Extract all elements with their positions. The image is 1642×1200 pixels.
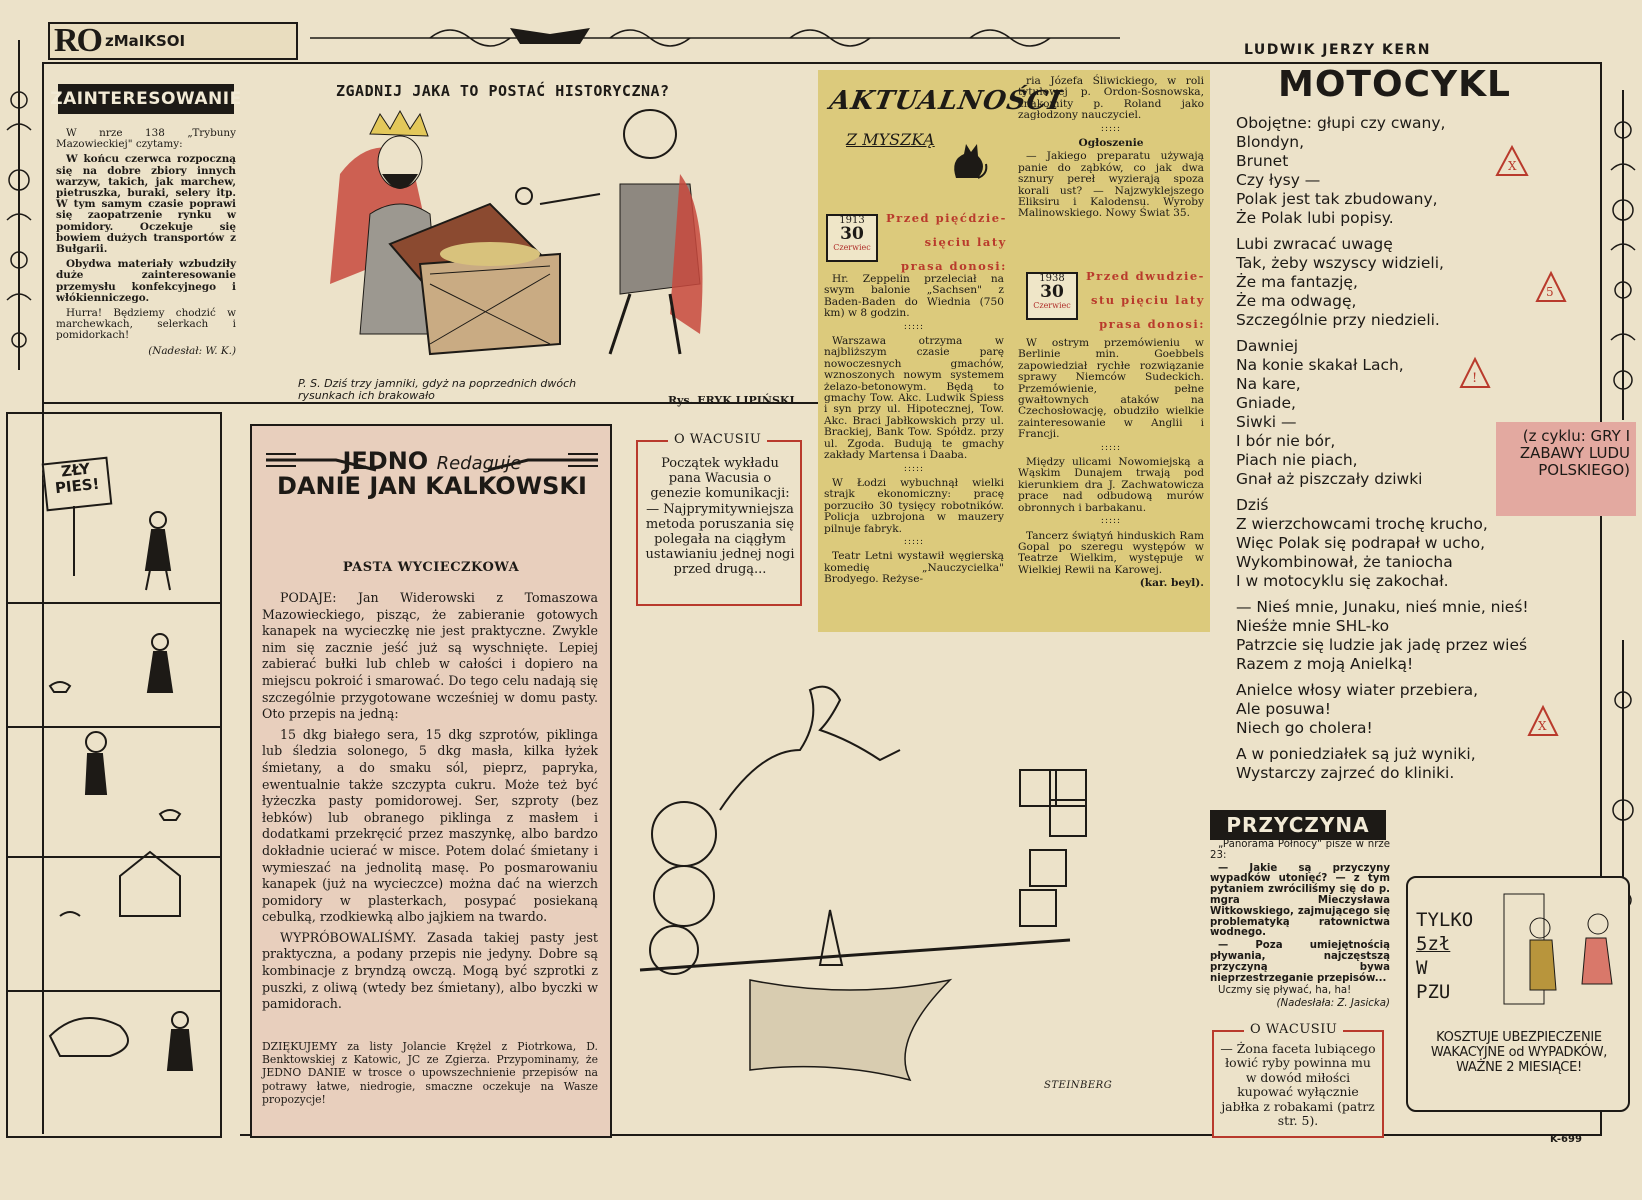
aktualnosci-head-1-line-3: prasa donosi: bbox=[901, 259, 1007, 273]
aktualnosci-col-1 bbox=[824, 274, 1004, 588]
przyczyna-article bbox=[1210, 840, 1390, 1010]
poem-line: Lubi zwracać uwagę bbox=[1236, 235, 1393, 253]
warning-sign-icon bbox=[1494, 144, 1530, 178]
aktualnosci-head-1-line-2: sięciu laty bbox=[924, 235, 1007, 249]
poem-author: LUDWIK JERZY KERN bbox=[1244, 42, 1431, 58]
date-box-1938-year: 1938 bbox=[1039, 273, 1065, 284]
page-code: K-699 bbox=[1550, 1134, 1582, 1145]
aktualnosci-head-2-line-2: stu pięciu laty bbox=[1091, 293, 1205, 307]
poem-line: Razem z moją Anielką! bbox=[1236, 655, 1414, 673]
recipe-p2: 15 dkg białego sera, 15 dkg szprotów, piklinga lub śledzia solonego, 5 dkg masła, kilka łyżek śmietany, a do smaku sól, pieprz, papryka, ewentualnie także szczypta cukru. Może też być łyżeczka pasty pomidorowej. Ser, szproty (bez łebków) lub obranego piklinga z masłem i dodatkami przekręcić przez maszynkę, albo bardzo dokładnie ucierać w misce. Potem dolać śmietany i wymieszać na jednolitą masę. Po posmarowaniu kanapek (już na wycieczce) można dać na wierzch pomidory w plasterkach, posypać posiekaną cebulką, rzodkiewką albo jajkiem na twardo. bbox=[262, 726, 598, 925]
poem-line: Wystarczy zajrzeć do kliniki. bbox=[1236, 764, 1455, 782]
recipe-heading bbox=[260, 447, 604, 500]
poem-line: Na konie skakał Lach, bbox=[1236, 356, 1404, 374]
poem-line: Więc Polak się podrapał w ucho, bbox=[1236, 534, 1485, 552]
poem-line: Ale posuwa! bbox=[1236, 700, 1331, 718]
poem-line: Gnał aż piszczały dziwki bbox=[1236, 470, 1423, 488]
poem-stanza bbox=[1236, 598, 1636, 674]
poem-line: Szczególnie przy niedzieli. bbox=[1236, 311, 1440, 329]
aktualnosci-signature: (kar. beyl). bbox=[1139, 577, 1204, 590]
poem-line: Piach nie piach, bbox=[1236, 451, 1358, 469]
recipe-p1: PODAJE: Jan Widerowski z Tomaszowa Mazowieckiego, pisząc, że zabieranie gotowych kanapek na wycieczkę nie jest praktyczne. Zwykle nim się zacznie jeść już są wyschnięte. Lepiej zabierać bułki lub chleb w całości i dopiero na miejscu pokroić i smarować. Do tego celu nadają się szczególnie przygotowane wcześniej w domu pasty. Oto przepis na jedną: bbox=[262, 590, 598, 722]
zainteresowanie-p1: W nrze 138 „Trybuny Mazowieckiej" czytamy: bbox=[56, 127, 236, 151]
aktualnosci-head-2-line-3: prasa donosi: bbox=[1099, 317, 1205, 331]
steinberg-signature: STEINBERG bbox=[1044, 1080, 1113, 1091]
poem-title: MOTOCYKL bbox=[1278, 64, 1511, 105]
separator: ::::: bbox=[1100, 516, 1122, 527]
pzu-line-4: PZU bbox=[1416, 981, 1451, 1003]
strip-sign: ZŁY PIES! bbox=[42, 457, 113, 512]
riddle-credit: Rys. ERYK LIPIŃSKI bbox=[668, 394, 795, 407]
separator: ::::: bbox=[903, 463, 925, 474]
aktualnosci-col1-item-3: W Łodzi wybuchnął wielki strajk ekonomiczny: pracę porzuciło 30 tysięcy robotników. Policja uzbrojona w mauzery pilnuje fabryk. bbox=[824, 476, 1004, 535]
zainteresowanie-p3: Obydwa materiały wzbudziły duże zainteresowanie przemysłu konfekcyjnego i włókienniczego. bbox=[56, 258, 236, 304]
aktualnosci-col1-item-2: Warszawa otrzyma w najbliższym czasie parę nowoczesnych gmachów, wznoszonych nowym systemem żelazo-betonowym. Będą to gmachy Tow. Akc. Ludwik Spiess i syn przy ul. Hipotecznej, Tow. Akc. Braci Jabłkowskich przy ul. Brackiej, Bank Tow. Spółdz. przy ul. Zgoda. Budują te gmachy zakłady Martensa i Daaba. bbox=[824, 335, 1004, 462]
pzu-headline bbox=[1416, 908, 1496, 1004]
date-box-1938-month: Czerwiec bbox=[1033, 301, 1071, 310]
poem-line: Blondyn, bbox=[1236, 133, 1305, 151]
poem-line: — Nieś mnie, Junaku, nieś mnie, nieś! bbox=[1236, 598, 1529, 616]
przyczyna-heading: PRZYCZYNA bbox=[1210, 810, 1386, 840]
poem-line: A w poniedziałek są już wyniki, bbox=[1236, 745, 1476, 763]
zainteresowanie-article bbox=[56, 128, 236, 357]
poem-line: Anielce włosy wiater przebiera, bbox=[1236, 681, 1479, 699]
recipe-thanks: DZIĘKUJEMY za listy Jolancie Krężel z Piotrkowa, D. Benktowskiej z Katowic, JC ze Zgierza. Przypominamy, że JEDNO DANIE w trosce o upowszechnienie przepisów na potrawy łatwe, niedrogie, smaczne oczekuje na Wasze propozycje! bbox=[262, 1040, 598, 1106]
speed-sign-icon bbox=[1534, 270, 1568, 304]
przyczyna-p3: — Poza umiejętnością pływania, najczęstszą przyczyną bywa nieprzestrzeganie przepisów... bbox=[1210, 940, 1390, 984]
separator: ::::: bbox=[903, 536, 925, 547]
poem-line: Patrzcie się ludzie jak jadę przez wieś bbox=[1236, 636, 1528, 654]
aktualnosci-col2-item-2: Między ulicami Nowomiejską a Wąskim Dunajem trwają pod kierunkiem dra J. Zachwatowicza prace nad odbudową murów obronnych i barbakanu. bbox=[1018, 456, 1204, 514]
pzu-bottom-text: KOSZTUJE UBEZPIECZENIE WAKACYJNE od WYPADKÓW, WAŻNE 2 MIESIĄCE! bbox=[1430, 1030, 1608, 1075]
wacusiu-heading-2: O WACUSIU bbox=[1244, 1022, 1343, 1037]
poem-line: I bór nie bór, bbox=[1236, 432, 1336, 450]
aktualnosci-col2-top: ria Józefa Śliwickiego, w roli tytułowej p. Ordon-Sosnowska, znakomity p. Roland jako zagłodzony nauczyciel. bbox=[1018, 75, 1204, 122]
masthead-big: RO bbox=[54, 22, 101, 59]
aktualnosci-col-2-top bbox=[1018, 76, 1204, 222]
exclamation-sign-icon bbox=[1458, 356, 1492, 390]
poem-line: Obojętne: głupi czy cwany, bbox=[1236, 114, 1446, 132]
poem-line: Dziś bbox=[1236, 496, 1269, 514]
poem-line: I w motocyklu się zakochał. bbox=[1236, 572, 1449, 590]
poem-stanza bbox=[1236, 114, 1636, 228]
cat-icon bbox=[944, 134, 990, 180]
left-ornament-icon bbox=[2, 40, 36, 370]
recipe-head-right: JAN KALKOWSKI bbox=[369, 472, 587, 500]
ogloszenie-text: — Jakiego preparatu używają panie do ząbków, co jak dwa sznury pereł wyzierają spoza korali ust? — Najzwyklejszego Eliksiru i Kalodensu. Wyroby Malinowskiego. Nowy Świat 35. bbox=[1018, 150, 1204, 220]
poem-line: Polak jest tak zbudowany, bbox=[1236, 190, 1438, 208]
aktualnosci-head-2-line-1: Przed dwudzie- bbox=[1086, 269, 1205, 283]
zainteresowanie-p2: W końcu czerwca rozpoczną się na dobre zbiory innych warzyw, takich, jak marchew, pietruszka, buraki, selery itp. W tym samym czasie poprawi się zaopatrzenie rynku w pomidory. Oczekuje się bowiem dużych transportów z Bułgarii. bbox=[56, 153, 236, 256]
aktualnosci-head-2 bbox=[1086, 264, 1205, 336]
zainteresowanie-heading: ZAINTERESOWANIE bbox=[58, 84, 234, 114]
wacusiu-heading-1: O WACUSIU bbox=[668, 432, 767, 447]
date-box-1913 bbox=[826, 214, 878, 262]
pzu-line-1: TYLKO bbox=[1416, 909, 1474, 931]
recipe-body bbox=[262, 590, 598, 1017]
poem-line: Tak, żeby wszyscy widzieli, bbox=[1236, 254, 1444, 272]
wacusiu-text-1: Początek wykładu pana Wacusia o genezie komunikacji: — Najprymitywniejsza metoda poruszania się polegała na ciągłym ustawianiu jednej nogi przed drugą... bbox=[645, 456, 795, 578]
przyczyna-p4: Uczmy się pływać, ha, ha! bbox=[1218, 985, 1352, 997]
recipe-head-left2: DANIE bbox=[277, 472, 361, 500]
balance-illustration bbox=[630, 650, 1150, 1090]
separator: ::::: bbox=[1100, 123, 1122, 134]
pzu-line-3: W bbox=[1416, 957, 1428, 979]
aktualnosci-col1-item-4: Teatr Letni wystawił węgierską komedię „Nauczycielka" Brodyego. Reżyse- bbox=[824, 550, 1004, 586]
przyczyna-signature: (Nadesłała: Z. Jasicka) bbox=[1276, 998, 1390, 1010]
wacusiu-text-2: — Żona faceta lubiącego łowić ryby powinna mu w dowód miłości kupować wyłącznie jabłka z robakami (patrz str. 5). bbox=[1220, 1041, 1376, 1129]
aktualnosci-head-1-line-1: Przed pięćdzie- bbox=[886, 211, 1007, 225]
zainteresowanie-p4: Hurra! Będziemy chodzić w marchewkach, selerkach i pomidorkach! bbox=[56, 307, 236, 342]
poem-line: Że ma fantazję, bbox=[1236, 273, 1358, 291]
riddle-title: ZGADNIJ JAKA TO POSTAĆ HISTORYCZNA? bbox=[336, 82, 670, 100]
pzu-figures-illustration bbox=[1500, 888, 1624, 1028]
masthead-logo bbox=[48, 22, 298, 60]
separator: ::::: bbox=[903, 321, 925, 332]
poem-line: Na kare, bbox=[1236, 375, 1301, 393]
riddle-illustration bbox=[300, 104, 760, 374]
svg-text:5: 5 bbox=[1546, 285, 1554, 299]
poem-line: Niech go cholera! bbox=[1236, 719, 1373, 737]
aktualnosci-title: AKTUALNOŚCI bbox=[827, 86, 1065, 116]
recipe-subtitle: PASTA WYCIECZKOWA bbox=[342, 560, 520, 575]
poem-line: Siwki — bbox=[1236, 413, 1297, 431]
przyczyna-p2: — Jakie są przyczyny wypadków utonięć? — z tym pytaniem zwróciliśmy się do p. mgra Mieczysława Witkowskiego, zajmującego się problematyką ratownictwa wodnego. bbox=[1210, 862, 1390, 939]
poem-stanza bbox=[1236, 745, 1636, 783]
poem-line: Że ma odwagę, bbox=[1236, 292, 1357, 310]
recipe-head-mid: Redaguje bbox=[436, 453, 522, 474]
poem-line: Brunet bbox=[1236, 152, 1289, 170]
poem-line: Czy łysy — bbox=[1236, 171, 1321, 189]
date-box-1913-day: 30 bbox=[840, 224, 864, 244]
aktualnosci-col1-item-1: Hr. Zeppelin przeleciał na swym balonie „Sachsen" z Baden-Baden do Wiednia (750 km) w 8 godzin. bbox=[824, 273, 1004, 320]
crossing-sign-icon bbox=[1526, 704, 1560, 738]
poem-line: Z wierzchowcami trochę krucho, bbox=[1236, 515, 1488, 533]
przyczyna-p1: „Panorama Północy" pisze w nrze 23: bbox=[1210, 839, 1390, 861]
date-box-1913-year: 1913 bbox=[839, 215, 865, 226]
separator: ::::: bbox=[1100, 442, 1122, 453]
riddle-caption: P. S. Dziś trzy jamniki, gdyż na poprzednich dwóch rysunkach ich brakowało bbox=[298, 377, 577, 402]
svg-text:X: X bbox=[1538, 719, 1547, 733]
poem-line: Że Polak lubi popisy. bbox=[1236, 209, 1394, 227]
poem-line: Dawniej bbox=[1236, 337, 1299, 355]
aktualnosci-col2-item-3: Tancerz świątyń hinduskich Ram Gopal po szeregu występów w Teatrze Wielkim, występuje w Wielkiej Rewii na Karowej. bbox=[1018, 529, 1204, 576]
poem-stanza bbox=[1236, 681, 1636, 738]
cycle-note: (z cyklu: GRY I ZABAWY LUDU POLSKIEGO) bbox=[1496, 422, 1636, 516]
aktualnosci-col-2 bbox=[1018, 338, 1204, 590]
poem-stanza bbox=[1236, 235, 1636, 330]
aktualnosci-col2-item-1: W ostrym przemówieniu w Berlinie min. Goebbels zapowiedział rychłe rozwiązanie sprawy Niemców Sudeckich. Przemówienie, pełne gwałtownych ataków na Czechosłowację, obudziło wielkie zainteresowanie w Anglii i Francji. bbox=[1018, 337, 1204, 441]
zainteresowanie-signature: (Nadesłał: W. K.) bbox=[148, 344, 236, 357]
masthead-small: zMaIKSOI bbox=[105, 32, 186, 50]
date-box-1938-day: 30 bbox=[1040, 282, 1064, 302]
header-ornament-icon bbox=[310, 20, 1120, 50]
ogloszenie-heading: Ogłoszenie bbox=[1078, 137, 1144, 150]
date-box-1938 bbox=[1026, 272, 1078, 320]
recipe-head-left: JEDNO bbox=[342, 447, 429, 475]
poem-line: Nieśże mnie SHL-ko bbox=[1236, 617, 1390, 635]
comic-strip-drawings bbox=[10, 416, 220, 1136]
poem-line: Gniade, bbox=[1236, 394, 1296, 412]
aktualnosci-subtitle: Z MYSZKĄ bbox=[846, 130, 935, 149]
aktualnosci-head-1 bbox=[886, 206, 1007, 278]
recipe-p3: WYPRÓBOWALIŚMY. Zasada takiej pasty jest praktyczna, a podany przepis nie jedyny. Dobre są kombinacje z bryndzą owczą. Mogą być szprotki z puszki, z oliwą (wtedy bez śmietany), albo byczki w pamidorach. bbox=[262, 929, 598, 1012]
poem-line: Wykombinował, że taniocha bbox=[1236, 553, 1453, 571]
svg-text:X: X bbox=[1508, 159, 1517, 173]
date-box-1913-month: Czerwiec bbox=[833, 243, 871, 252]
svg-text:!: ! bbox=[1472, 371, 1478, 386]
pzu-line-2: 5zł bbox=[1416, 933, 1451, 955]
